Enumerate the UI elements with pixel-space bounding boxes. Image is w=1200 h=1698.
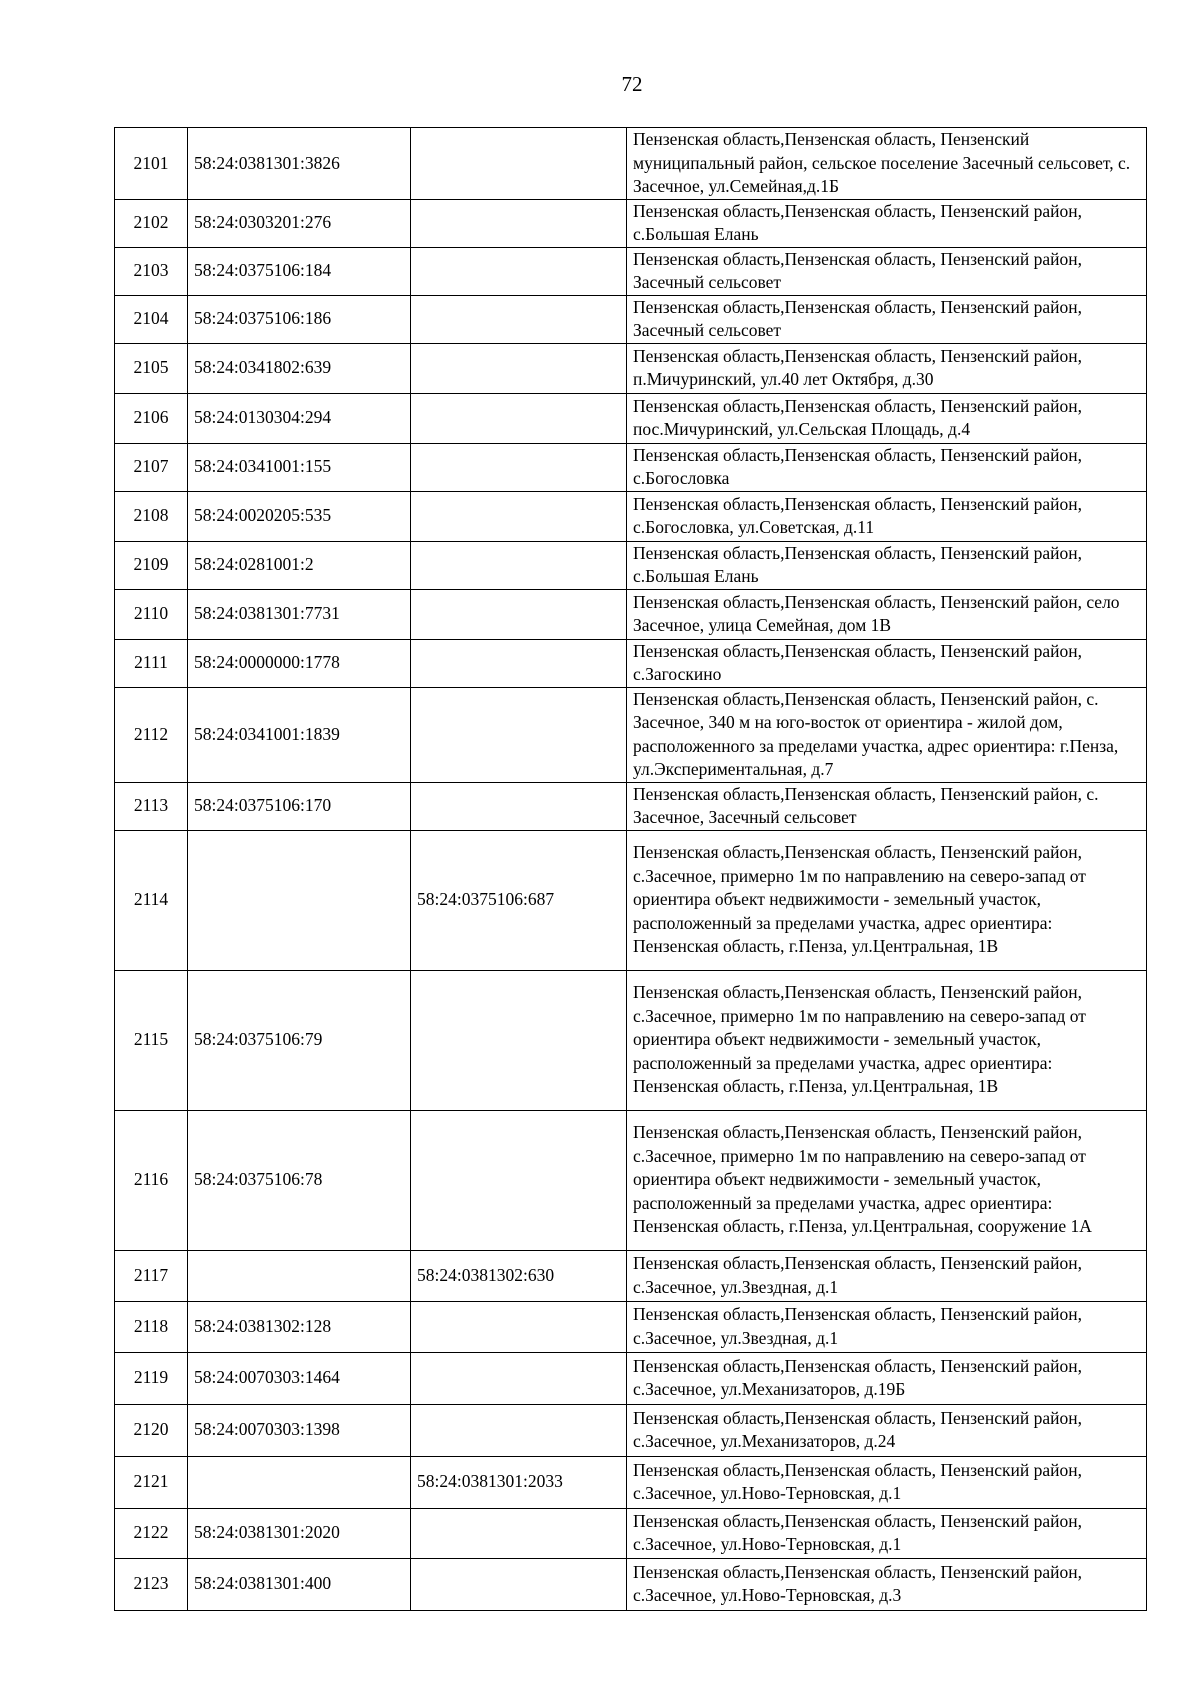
row-number-cell: 2109 — [115, 541, 188, 589]
table-row — [115, 1508, 1147, 1558]
cadastral-number-cell: 58:24:0375106:79 — [188, 970, 411, 1110]
address-cell: Пензенская область,Пензенская область, Пензенский район, с.Засечное, ул.Механизаторов, д.24 — [627, 1404, 1147, 1456]
row-number-cell: 2119 — [115, 1352, 188, 1404]
table-row — [115, 687, 1147, 782]
row-number-cell: 2116 — [115, 1110, 188, 1250]
address-cell: Пензенская область,Пензенская область, Пензенский район, с.Засечное, примерно 1м по направлению на северо-запад от ориентира объект недвижимости - земельный участок, расположенный за пределами участка, адрес ориентира: Пензенская область, г.Пенза, ул.Центральная, 1В — [627, 970, 1147, 1110]
table-row — [115, 830, 1147, 970]
row-number-cell: 2104 — [115, 295, 188, 343]
address-cell: Пензенская область,Пензенская область, Пензенский район, с.Засечное, ул.Ново-Терновская, д.1 — [627, 1508, 1147, 1558]
row-number-cell: 2123 — [115, 1558, 188, 1610]
address-cell: Пензенская область,Пензенская область, Пензенский район, с.Большая Елань — [627, 541, 1147, 589]
cadastral-number-cell: 58:24:0341001:155 — [188, 443, 411, 491]
address-cell: Пензенская область,Пензенская область, Пензенский район, с.Засечное, примерно 1м по направлению на северо-запад от ориентира объект недвижимости - земельный участок, расположенный за пределами участка, адрес ориентира: Пензенская область, г.Пенза, ул.Центральная, 1В — [627, 830, 1147, 970]
row-number-cell: 2117 — [115, 1250, 188, 1301]
related-cadastral-number-cell — [411, 687, 627, 782]
related-cadastral-number-cell — [411, 247, 627, 295]
related-cadastral-number-cell — [411, 343, 627, 393]
cadastral-number-cell: 58:24:0341802:639 — [188, 343, 411, 393]
table-row — [115, 1250, 1147, 1301]
cadastral-number-cell: 58:24:0375106:170 — [188, 782, 411, 830]
cadastral-number-cell: 58:24:0341001:1839 — [188, 687, 411, 782]
table-row — [115, 639, 1147, 687]
table-row — [115, 1352, 1147, 1404]
address-cell: Пензенская область,Пензенская область, Пензенский район, с.Богословка — [627, 443, 1147, 491]
registry-table-body — [115, 128, 1147, 1611]
table-row — [115, 970, 1147, 1110]
related-cadastral-number-cell — [411, 639, 627, 687]
cadastral-number-cell: 58:24:0381302:128 — [188, 1301, 411, 1352]
row-number-cell: 2113 — [115, 782, 188, 830]
table-row — [115, 247, 1147, 295]
related-cadastral-number-cell — [411, 1352, 627, 1404]
cadastral-number-cell: 58:24:0381301:7731 — [188, 589, 411, 639]
row-number-cell: 2121 — [115, 1456, 188, 1508]
registry-table — [114, 127, 1147, 1611]
row-number-cell: 2122 — [115, 1508, 188, 1558]
table-row — [115, 1404, 1147, 1456]
related-cadastral-number-cell — [411, 1110, 627, 1250]
related-cadastral-number-cell — [411, 443, 627, 491]
cadastral-number-cell: 58:24:0375106:186 — [188, 295, 411, 343]
related-cadastral-number-cell — [411, 1301, 627, 1352]
table-row — [115, 199, 1147, 247]
related-cadastral-number-cell — [411, 589, 627, 639]
related-cadastral-number-cell — [411, 128, 627, 200]
related-cadastral-number-cell — [411, 1404, 627, 1456]
table-row — [115, 541, 1147, 589]
row-number-cell: 2108 — [115, 491, 188, 541]
table-row — [115, 295, 1147, 343]
related-cadastral-number-cell — [411, 782, 627, 830]
address-cell: Пензенская область,Пензенская область, Пензенский район, с.Засечное, ул.Механизаторов, д.19Б — [627, 1352, 1147, 1404]
related-cadastral-number-cell: 58:24:0381302:630 — [411, 1250, 627, 1301]
cadastral-number-cell: 58:24:0375106:184 — [188, 247, 411, 295]
address-cell: Пензенская область,Пензенская область, Пензенский район, с.Засечное, ул.Звездная, д.1 — [627, 1250, 1147, 1301]
address-cell: Пензенская область,Пензенская область, Пензенский район, с. Засечное, Засечный сельсовет — [627, 782, 1147, 830]
cadastral-number-cell: 58:24:0130304:294 — [188, 393, 411, 443]
cadastral-number-cell: 58:24:0381301:400 — [188, 1558, 411, 1610]
related-cadastral-number-cell — [411, 541, 627, 589]
address-cell: Пензенская область,Пензенская область, Пензенский муниципальный район, сельское поселение Засечный сельсовет, с. Засечное, ул.Семейная,д.1Б — [627, 128, 1147, 200]
address-cell: Пензенская область,Пензенская область, Пензенский район, с.Засечное, ул.Ново-Терновская, д.1 — [627, 1456, 1147, 1508]
table-row — [115, 393, 1147, 443]
address-cell: Пензенская область,Пензенская область, Пензенский район, пос.Мичуринский, ул.Сельская Площадь, д.4 — [627, 393, 1147, 443]
related-cadastral-number-cell — [411, 491, 627, 541]
page-number: 72 — [621, 72, 643, 96]
table-row — [115, 1301, 1147, 1352]
table-row — [115, 1110, 1147, 1250]
address-cell: Пензенская область,Пензенская область, Пензенский район, село Засечное, улица Семейная, дом 1В — [627, 589, 1147, 639]
row-number-cell: 2120 — [115, 1404, 188, 1456]
related-cadastral-number-cell — [411, 970, 627, 1110]
row-number-cell: 2111 — [115, 639, 188, 687]
address-cell: Пензенская область,Пензенская область, Пензенский район, с.Засечное, примерно 1м по направлению на северо-запад от ориентира объект недвижимости - земельный участок, расположенный за пределами участка, адрес ориентира: Пензенская область, г.Пенза, ул.Центральная, сооружение 1А — [627, 1110, 1147, 1250]
cadastral-number-cell: 58:24:0381301:2020 — [188, 1508, 411, 1558]
table-row — [115, 1558, 1147, 1610]
related-cadastral-number-cell: 58:24:0381301:2033 — [411, 1456, 627, 1508]
cadastral-number-cell — [188, 1250, 411, 1301]
row-number-cell: 2110 — [115, 589, 188, 639]
address-cell: Пензенская область,Пензенская область, Пензенский район, с.Большая Елань — [627, 199, 1147, 247]
related-cadastral-number-cell — [411, 295, 627, 343]
address-cell: Пензенская область,Пензенская область, Пензенский район, с.Засечное, ул.Звездная, д.1 — [627, 1301, 1147, 1352]
row-number-cell: 2107 — [115, 443, 188, 491]
row-number-cell: 2102 — [115, 199, 188, 247]
cadastral-number-cell: 58:24:0020205:535 — [188, 491, 411, 541]
address-cell: Пензенская область,Пензенская область, Пензенский район, Засечный сельсовет — [627, 295, 1147, 343]
table-row — [115, 491, 1147, 541]
row-number-cell: 2106 — [115, 393, 188, 443]
table-row — [115, 343, 1147, 393]
table-row — [115, 782, 1147, 830]
table-row — [115, 443, 1147, 491]
related-cadastral-number-cell — [411, 199, 627, 247]
related-cadastral-number-cell: 58:24:0375106:687 — [411, 830, 627, 970]
address-cell: Пензенская область,Пензенская область, Пензенский район, Засечный сельсовет — [627, 247, 1147, 295]
cadastral-number-cell: 58:24:0281001:2 — [188, 541, 411, 589]
row-number-cell: 2112 — [115, 687, 188, 782]
address-cell: Пензенская область,Пензенская область, Пензенский район, с.Засечное, ул.Ново-Терновская, д.3 — [627, 1558, 1147, 1610]
row-number-cell: 2114 — [115, 830, 188, 970]
row-number-cell: 2103 — [115, 247, 188, 295]
address-cell: Пензенская область,Пензенская область, Пензенский район, с.Загоскино — [627, 639, 1147, 687]
row-number-cell: 2118 — [115, 1301, 188, 1352]
address-cell: Пензенская область,Пензенская область, Пензенский район, п.Мичуринский, ул.40 лет Октября, д.30 — [627, 343, 1147, 393]
cadastral-number-cell — [188, 830, 411, 970]
cadastral-number-cell: 58:24:0381301:3826 — [188, 128, 411, 200]
cadastral-number-cell: 58:24:0000000:1778 — [188, 639, 411, 687]
related-cadastral-number-cell — [411, 393, 627, 443]
row-number-cell: 2101 — [115, 128, 188, 200]
cadastral-number-cell: 58:24:0375106:78 — [188, 1110, 411, 1250]
row-number-cell: 2115 — [115, 970, 188, 1110]
related-cadastral-number-cell — [411, 1558, 627, 1610]
cadastral-number-cell — [188, 1456, 411, 1508]
table-row — [115, 128, 1147, 200]
cadastral-number-cell: 58:24:0303201:276 — [188, 199, 411, 247]
cadastral-number-cell: 58:24:0070303:1398 — [188, 1404, 411, 1456]
address-cell: Пензенская область,Пензенская область, Пензенский район, с.Богословка, ул.Советская, д.11 — [627, 491, 1147, 541]
table-row — [115, 1456, 1147, 1508]
row-number-cell: 2105 — [115, 343, 188, 393]
cadastral-number-cell: 58:24:0070303:1464 — [188, 1352, 411, 1404]
address-cell: Пензенская область,Пензенская область, Пензенский район, с. Засечное, 340 м на юго-восток от ориентира - жилой дом, расположенного за пределами участка, адрес ориентира: г.Пенза, ул.Экспериментальная, д.7 — [627, 687, 1147, 782]
table-row — [115, 589, 1147, 639]
related-cadastral-number-cell — [411, 1508, 627, 1558]
